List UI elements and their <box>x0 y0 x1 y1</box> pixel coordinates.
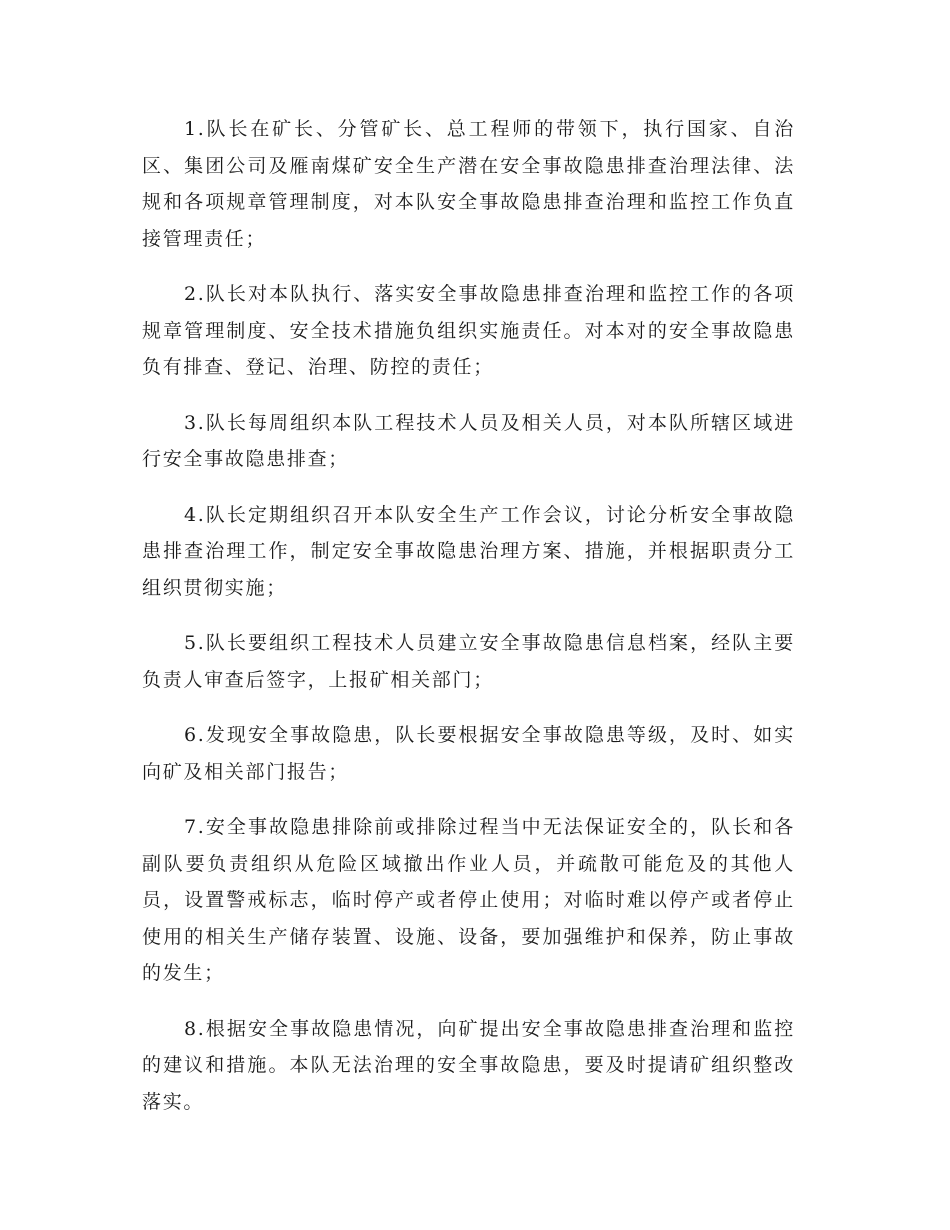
clause-4: 4.队长定期组织召开本队安全生产工作会议，讨论分析安全事故隐患排查治理工作，制定安全事故隐患治理方案、措施，并根据职责分工组织贯彻实施； <box>142 503 795 599</box>
clause-7: 7.安全事故隐患排除前或排除过程当中无法保证安全的，队长和各副队要负责组织从危险区域撤出作业人员，并疏散可能危及的其他人员，设置警戒标志，临时停产或者停止使用；对临时难以停产或者停止使用的相关生产储存装置、设施、设备，要加强维护和保养，防止事故的发生； <box>142 816 795 984</box>
clause-5: 5.队长要组织工程技术人员建立安全事故隐患信息档案，经队主要负责人审查后签字，上报矿相关部门； <box>142 632 795 691</box>
clause-3: 3.队长每周组织本队工程技术人员及相关人员，对本队所辖区域进行安全事故隐患排查； <box>142 411 795 470</box>
clause-1: 1.队长在矿长、分管矿长、总工程师的带领下，执行国家、自治区、集团公司及雁南煤矿安全生产潜在安全事故隐患排查治理法律、法规和各项规章管理制度，对本队安全事故隐患排查治理和监控工作负直接管理责任； <box>142 118 795 250</box>
clause-2: 2.队长对本队执行、落实安全事故隐患排查治理和监控工作的各项规章管理制度、安全技术措施负组织实施责任。对本对的安全事故隐患负有排查、登记、治理、防控的责任； <box>142 283 795 378</box>
clause-8: 8.根据安全事故隐患情况，向矿提出安全事故隐患排查治理和监控的建议和措施。本队无法治理的安全事故隐患，要及时提请矿组织整改落实。 <box>142 1017 795 1113</box>
clause-6: 6.发现安全事故隐患，队长要根据安全事故隐患等级，及时、如实向矿及相关部门报告； <box>142 724 795 783</box>
